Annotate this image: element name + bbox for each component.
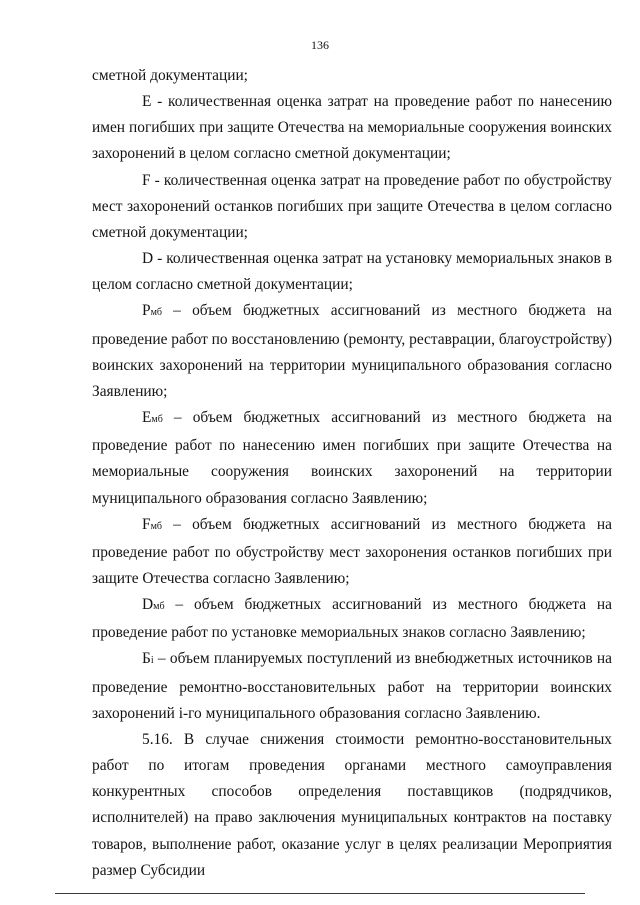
paragraph-b-i-definition xyxy=(92,646,612,726)
symbol-p: P xyxy=(142,302,151,320)
paragraph-d-mb-definition xyxy=(92,592,612,646)
paragraph-continuation: сметной документации; xyxy=(92,67,248,84)
symbol-f: F xyxy=(142,515,151,533)
symbol-e: E xyxy=(142,409,152,427)
paragraph-e-mb-definition xyxy=(92,405,612,512)
definition-text: – объем бюджетных ассигнований из местного бюджета на проведение работ по восстановлению (ремонту, реставрации, благоустройству) воинских захоронений на территории муниципального образования согласно Заявлению; xyxy=(92,302,612,400)
paragraph-section-5-16: 5.16. В случае снижения стоимости ремонтно-восстановительных работ по итогам проведения органами местного самоуправления конкурентных способов определения поставщиков (подрядчиков, исполнителей) на право заключения муниципальных контрактов на поставку товаров, выполнение работ, оказание услуг в целях реализации Мероприятия размер Субсидии xyxy=(92,730,612,879)
definition-text: – объем бюджетных ассигнований из местного бюджета на проведение работ по нанесению имен погибших при защите Отечества на мемориальные сооружения воинских захоронений на территории муниципального образования согласно Заявлению; xyxy=(92,409,612,507)
symbol-subscript: мб xyxy=(150,307,162,319)
page-bottom-edge xyxy=(55,893,585,894)
definition-text: – объем бюджетных ассигнований из местного бюджета на проведение работ по обустройству мест захоронения останков погибших при защите Отечества согласно Заявлению; xyxy=(92,515,612,587)
document-body xyxy=(92,63,612,884)
definition-text: – объем планируемых поступлений из внебюджетных источников на проведение ремонтно-восстановительных работ на территории воинских захоронений i-го муниципального образования согласно Заявлению. xyxy=(92,650,612,722)
page-number: 136 xyxy=(311,38,329,52)
paragraph-f-mb-definition xyxy=(92,512,612,592)
paragraph-e-definition: E - количественная оценка затрат на проведение работ по нанесению имен погибших при защите Отечества на мемориальные сооружения воинских захоронений в целом согласно сметной документации; xyxy=(92,93,612,163)
symbol-subscript: i xyxy=(150,655,154,667)
paragraph-f-definition: F - количественная оценка затрат на проведение работ по обустройству мест захоронений останков погибших при защите Отечества в целом согласно сметной документации; xyxy=(92,171,612,241)
paragraph-d-definition: D - количественная оценка затрат на установку мемориальных знаков в целом согласно сметной документации; xyxy=(92,250,612,294)
symbol-subscript: мб xyxy=(151,414,163,426)
symbol-subscript: мб xyxy=(150,520,162,532)
symbol-subscript: мб xyxy=(153,601,165,613)
symbol-b: Б xyxy=(142,650,151,668)
paragraph-p-mb-definition xyxy=(92,298,612,405)
definition-text: – объем бюджетных ассигнований из местного бюджета на проведение работ по установке мемориальных знаков согласно Заявлению; xyxy=(92,596,612,642)
symbol-d: D xyxy=(142,596,154,614)
